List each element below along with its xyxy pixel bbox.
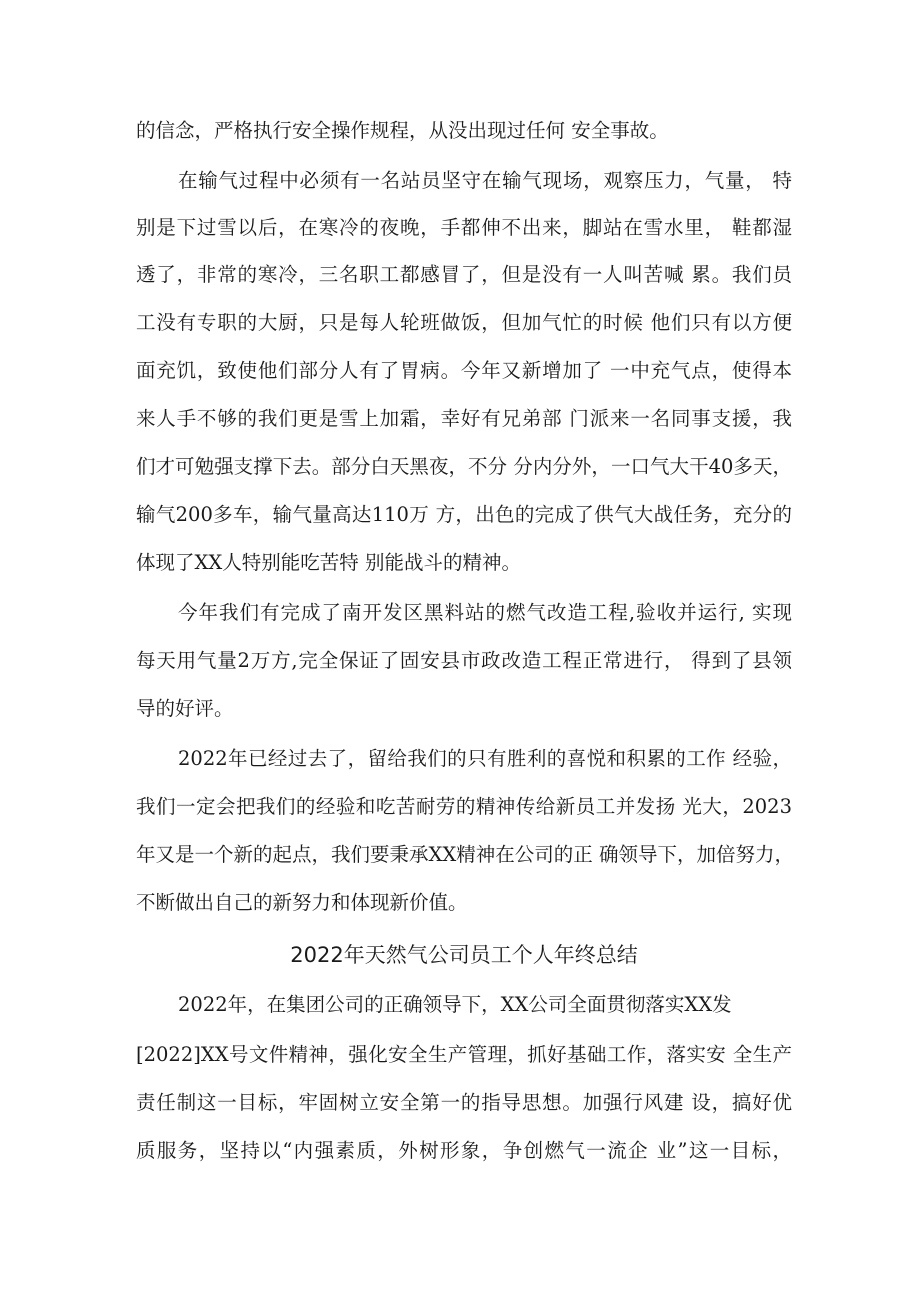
paragraph-line: 来人手不够的我们更是雪上加霜，幸好有兄弟部 门派来一名同事支援，我 [136,407,792,430]
paragraph-line: 别是下过雪以后，在寒冷的夜晚，手都伸不出来，脚站在雪水里， 鞋都湿 [136,216,792,239]
paragraph-line: 不断做出自己的新努力和体现新价值。 [136,891,468,914]
paragraph-line: 输气200多车，输气量高达110万 方，出色的完成了供气大战任务，充分的 [136,503,792,526]
paragraph-line: 面充饥，致使他们部分人有了胃病。今年又新增加了 一中充气点，使得本 [136,359,792,382]
paragraph-line: 体现了XX人特别能吃苦特 别能战斗的精神。 [136,551,521,574]
paragraph-line: 的信念，严格执行安全操作规程，从没出现过任何 安全事故。 [136,119,669,142]
paragraph-line: 我们一定会把我们的经验和吃苦耐劳的精神传给新员工并发扬 光大，2023 [136,795,792,818]
paragraph-line: 工没有专职的大厨，只是每人轮班做饭，但加气忙的时候 他们只有以方便 [136,311,792,334]
paragraph-line: 年又是一个新的起点，我们要秉承XX精神在公司的正 确领导下，加倍努力， [136,843,794,866]
paragraph-line: 每天用气量2万方,完全保证了固安县市政改造工程正常进行， 得到了县领 [136,649,792,672]
paragraph-line: 2022年，在集团公司的正确领导下，XX公司全面贯彻落实XX发 [178,993,732,1016]
paragraph-line: 透了，非常的寒冷，三名职工都感冒了，但是没有一人叫苦喊 累。我们员 [136,263,792,286]
paragraph-line: 质服务，坚持以“内强素质，外树形象，争创燃气一流企 业”这一目标， [136,1139,792,1162]
paragraph-line: 在输气过程中必须有一名站员坚守在输气现场，观察压力，气量， 特 [178,169,792,192]
document-heading: 2022年天然气公司员工个人年终总结 [290,943,638,967]
paragraph-line: 责任制这一目标，牢固树立安全第一的指导思想。加强行风建 设，搞好优 [136,1091,792,1114]
paragraph-line: 们才可勉强支撑下去。部分白天黑夜，不分 分内分外，一口气大干40多天， [136,455,792,478]
paragraph-line: 今年我们有完成了南开发区黑料站的燃气改造工程,验收并运行, 实现 [178,601,792,624]
paragraph-line: 2022年已经过去了，留给我们的只有胜利的喜悦和积累的工作 经验， [178,747,792,770]
paragraph-line: [2022]XX号文件精神，强化安全生产管理，抓好基础工作，落实安 全生产 [136,1043,792,1066]
paragraph-line: 导的好评。 [136,697,234,720]
